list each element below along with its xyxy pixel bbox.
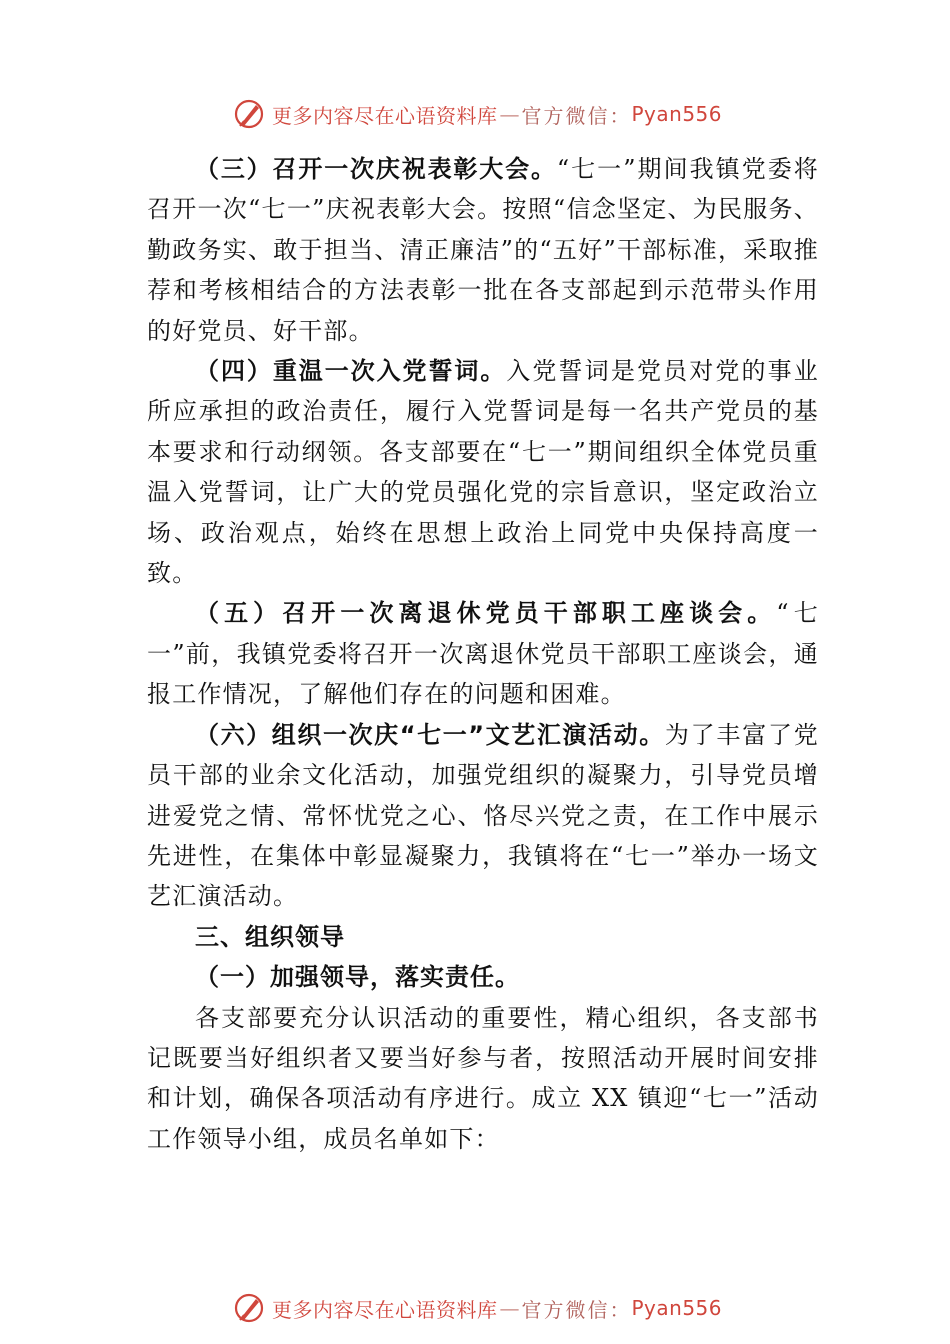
quill-pen-logo-icon (232, 1291, 266, 1325)
header-watermark (232, 96, 722, 132)
document-body (147, 149, 819, 1159)
watermark-dash: — (499, 102, 520, 126)
paragraph-body: 入党誓词是党员对党的事业所应承担的政治责任，履行入党誓词是每一名共产党员的基本要求和行动纲领。各支部要在“七一”期间组织全体党员重温入党誓词，让广大的党员强化党的宗旨意识，坚定政治立场、政治观点，始终在思想上政治上同党中央保持高度一致。 (147, 357, 819, 588)
paragraph-leadership-group: 各支部要充分认识活动的重要性，精心组织，各支部书记既要当好组织者又要当好参与者，按照活动开展时间安排和计划，确保各项活动有序进行。成立 XX 镇迎“七一”活动工作领导小组，成员名单如下： (147, 1003, 819, 1153)
subsection-title: （一）加强领导，落实责任。 (195, 963, 520, 992)
watermark-library-text: 更多内容尽在心语资料库 (272, 103, 498, 128)
paragraph-lead: （六）组织一次庆“七一”文艺汇演活动。 (195, 720, 665, 749)
watermark-label: 官方微信： (521, 1297, 632, 1322)
quill-pen-logo-icon (232, 97, 266, 131)
footer-watermark (232, 1290, 722, 1326)
watermark-library-text: 更多内容尽在心语资料库 (272, 1297, 498, 1322)
paragraph-oath-review (147, 351, 819, 593)
watermark-label: 官方微信： (521, 103, 632, 128)
paragraph-body: “七一”前，我镇党委将召开一次离退休党员干部职工座谈会，通报工作情况，了解他们存在的问题和困难。 (147, 599, 819, 709)
paragraph-lead: （四）重温一次入党誓词。 (195, 357, 507, 386)
paragraph-body: “七一”期间我镇党委将召开一次“七一”庆祝表彰大会。按照“信念坚定、为民服务、勤政务实、敢于担当、清正廉洁”的“五好”干部标准，采取推荐和考核相结合的方法表彰一批在各支部起到示范带头作用的好党员、好干部。 (147, 155, 819, 345)
paragraph-lead: （五）召开一次离退休党员干部职工座谈会。 (195, 599, 777, 628)
watermark-dash: — (499, 1296, 520, 1320)
section-title: 三、组织领导 (195, 922, 345, 951)
paragraph-body: 为了丰富了党员干部的业余文化活动，加强党组织的凝聚力，引导党员增进爱党之情、常怀忧党之心、恪尽兴党之责，在工作中展示先进性，在集体中彰显凝聚力，我镇将在“七一”举办一场文艺汇演活动。 (147, 720, 819, 911)
paragraph-lead: （三）召开一次庆祝表彰大会。 (195, 155, 557, 183)
paragraph-art-performance (147, 715, 819, 917)
watermark-account: Pyan556 (631, 102, 723, 126)
paragraph-celebration-meeting (147, 149, 819, 351)
paragraph-retiree-forum (147, 593, 819, 714)
watermark-account: Pyan556 (631, 1296, 723, 1320)
